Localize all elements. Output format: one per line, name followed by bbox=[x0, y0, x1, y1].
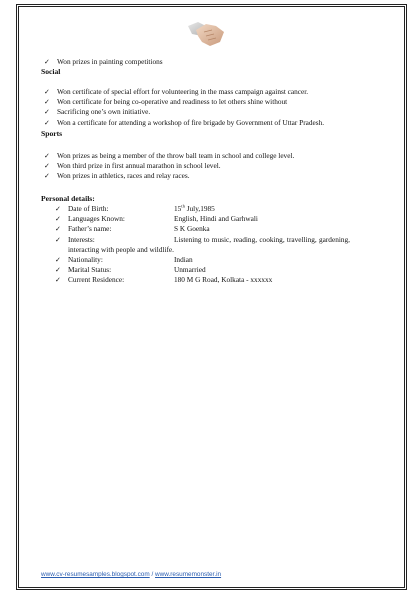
list-item: ✓ Won certificate for being co-operative and readiness to let others shine without bbox=[44, 97, 288, 107]
check-icon: ✓ bbox=[44, 118, 50, 127]
detail-row-marital: ✓ Marital Status: Unmarried bbox=[55, 265, 206, 275]
check-icon: ✓ bbox=[55, 276, 61, 285]
list-item: ✓ Won prizes in athletics, races and relay races. bbox=[44, 171, 190, 181]
detail-row-dob: ✓ Date of Birth: 15th July,1985 bbox=[55, 203, 215, 213]
list-item: ✓ Sacrificing one’s own initiative. bbox=[44, 107, 151, 117]
section-heading-sports: Sports bbox=[41, 129, 63, 138]
check-icon: ✓ bbox=[55, 205, 61, 213]
check-icon: ✓ bbox=[44, 88, 50, 96]
check-icon: ✓ bbox=[44, 58, 50, 66]
achievements-list bbox=[41, 57, 361, 67]
footer-link-cv-resumesamples[interactable]: www.cv-resumesamples.blogspot.com bbox=[41, 571, 150, 578]
list-item: ✓ Won prizes in painting competitions bbox=[44, 57, 163, 66]
list-item: ✓ Won prizes as being a member of the throw ball team in school and college level. bbox=[44, 151, 295, 160]
check-icon: ✓ bbox=[55, 225, 61, 234]
detail-row-residence: ✓ Current Residence: 180 M G Road, Kolkata - xxxxxx bbox=[55, 275, 273, 285]
section-heading-personal: Personal details: bbox=[41, 194, 95, 203]
social-list bbox=[41, 87, 361, 128]
check-icon: ✓ bbox=[55, 215, 61, 224]
footer-link-resumemonster[interactable]: www.resumemonster.in bbox=[155, 571, 222, 578]
check-icon: ✓ bbox=[44, 152, 50, 160]
detail-row-father: ✓ Father’s name: S K Goenka bbox=[55, 224, 210, 234]
detail-row-nationality: ✓ Nationality: Indian bbox=[55, 254, 193, 264]
check-icon: ✓ bbox=[55, 266, 61, 275]
check-icon: ✓ bbox=[44, 162, 50, 171]
personal-details bbox=[41, 204, 361, 286]
detail-row-interests: ✓ Interests: Listening to music, reading, cooking, travelling, gardening, interacting with people and wildlife. bbox=[55, 234, 350, 254]
list-item: ✓ Won certificate of special effort for volunteering in the mass campaign against cancer. bbox=[44, 87, 309, 96]
check-icon: ✓ bbox=[44, 172, 50, 181]
sports-list bbox=[41, 151, 361, 182]
check-icon: ✓ bbox=[55, 255, 61, 264]
list-item: ✓ Won a certificate for attending a workshop of fire brigade by Government of Uttar Pradesh. bbox=[44, 117, 325, 127]
handshake-logo-icon bbox=[186, 16, 226, 50]
list-item: ✓ Won third prize in first annual marathon in school level. bbox=[44, 161, 221, 171]
detail-row-languages: ✓ Languages Known: English, Hindi and Garhwali bbox=[55, 214, 258, 224]
check-icon: ✓ bbox=[55, 235, 61, 244]
footer-links: www.cv-resumesamples.blogspot.com / www.resumemonster.in bbox=[41, 571, 222, 578]
section-heading-social: Social bbox=[41, 67, 61, 76]
check-icon: ✓ bbox=[44, 108, 50, 117]
check-icon: ✓ bbox=[44, 98, 50, 107]
